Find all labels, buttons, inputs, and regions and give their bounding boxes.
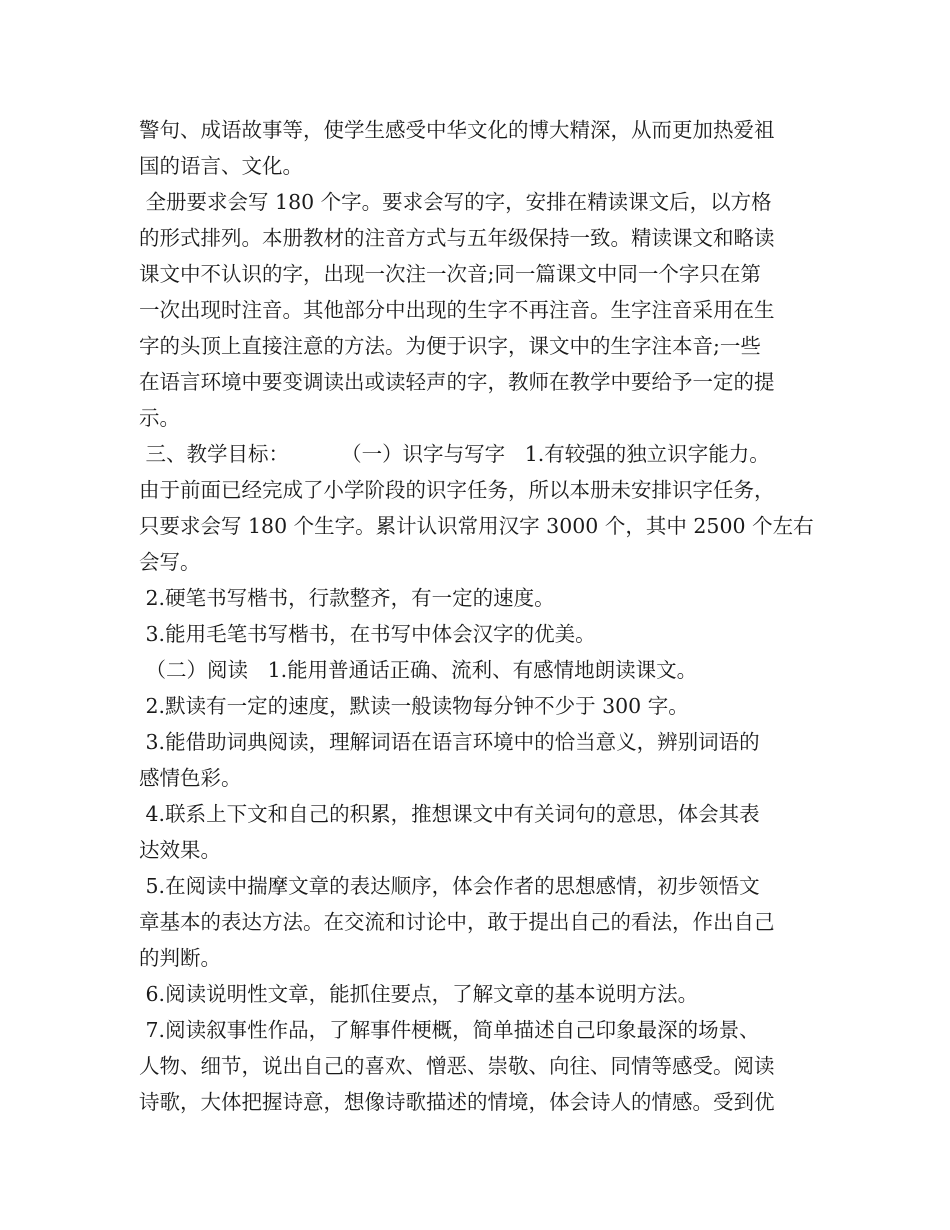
text-line: 感情色彩。 [139,766,242,790]
text-line: 警句、成语故事等，使学生感受中华文化的博大精深，从而更加热爱祖 [139,118,775,142]
text-line: 一次出现时注音。其他部分中出现的生字不再注音。生字注音采用在生 [139,298,775,322]
text-line: 字的头顶上直接注意的方法。为便于识字，课文中的生字注本音;一些 [139,334,761,358]
text-line: 只要求会写 180 个生字。累计认识常用汉字 3000 个，其中 2500 个左右 [139,514,814,538]
text-line: 3.能借助词典阅读，理解词语在语言环境中的恰当意义，辨别词语的 [139,730,760,754]
section-heading-line: 三、教学目标： （一）识字与写字 1.有较强的独立识字能力。 [139,442,770,466]
text-line: 6.阅读说明性文章，能抓住要点，了解文章的基本说明方法。 [139,982,699,1006]
text-line: 3.能用毛笔书写楷书，在书写中体会汉字的优美。 [139,622,596,646]
section-heading-line: （二）阅读 1.能用普通话正确、流利、有感情地朗读课文。 [139,658,698,682]
text-line: 2.硬笔书写楷书，行款整齐，有一定的速度。 [139,586,555,610]
document-body [139,112,819,1120]
text-line: 的形式排列。本册教材的注音方式与五年级保持一致。精读课文和略读 [139,226,775,250]
text-line: 达效果。 [139,838,221,862]
text-line: 人物、细节，说出自己的喜欢、憎恶、崇敬、向往、同情等感受。阅读 [139,1054,775,1078]
text-line: 2.默读有一定的速度，默读一般读物每分钟不少于 300 字。 [139,694,689,718]
text-line: 5.在阅读中揣摩文章的表达顺序，体会作者的思想感情，初步领悟文 [139,874,760,898]
text-line: 由于前面已经完成了小学阶段的识字任务，所以本册未安排识字任务， [139,478,775,502]
text-line: 课文中不认识的字，出现一次注一次音;同一篇课文中同一个字只在第 [139,262,761,286]
text-line: 章基本的表达方法。在交流和讨论中，敢于提出自己的看法，作出自己 [139,910,775,934]
text-line: 在语言环境中要变调读出或读轻声的字，教师在教学中要给予一定的提 [139,370,775,394]
text-line: 的判断。 [139,946,221,970]
text-line: 示。 [139,406,180,430]
text-line: 诗歌，大体把握诗意，想像诗歌描述的情境，体会诗人的情感。受到优 [139,1090,775,1114]
text-line: 全册要求会写 180 个字。要求会写的字，安排在精读课文后，以方格 [139,190,772,214]
text-line: 会写。 [139,550,201,574]
text-line: 7.阅读叙事性作品，了解事件梗概，简单描述自己印象最深的场景、 [139,1018,760,1042]
text-line: 4.联系上下文和自己的积累，推想课文中有关词句的意思，体会其表 [139,802,760,826]
text-line: 国的语言、文化。 [139,154,303,178]
